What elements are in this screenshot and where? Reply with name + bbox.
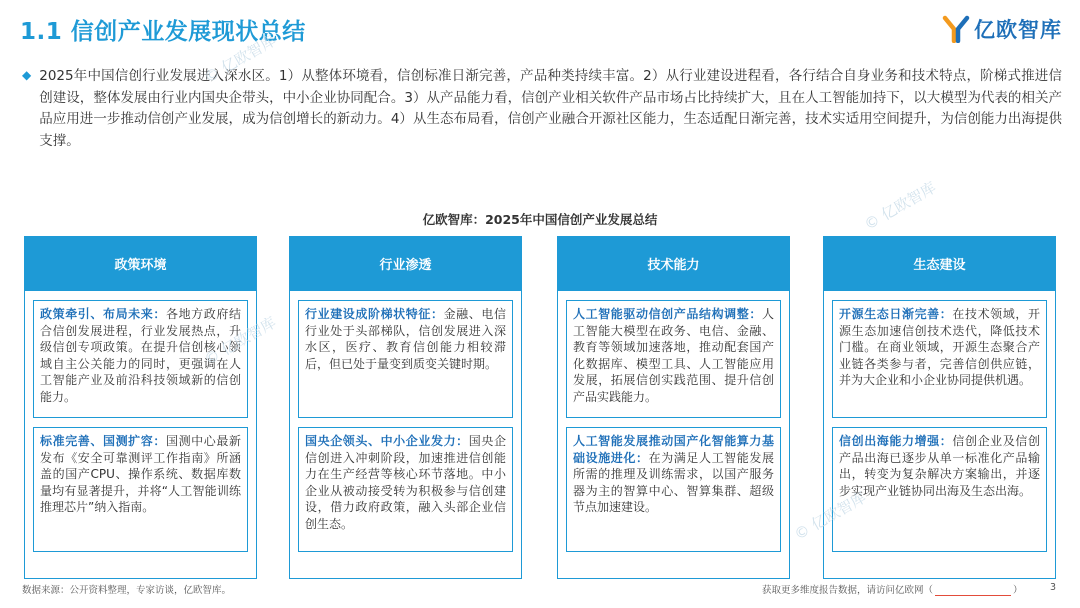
summary-card (566, 427, 781, 552)
card-keyword: 人工智能发展推动国产化智能算力基础设施进化： (573, 434, 774, 465)
summary-card (33, 427, 248, 552)
logo-mark-icon (942, 15, 970, 43)
diamond-bullet-icon: ◆ (22, 68, 32, 82)
summary-card (298, 427, 513, 552)
url-blank (935, 585, 1011, 596)
card-text: 各地方政府结合信创发展进程，行业发展热点，升级信创专项政策。在提升信创核心领域自主公关能力的同时，更强调在人工智能产业及前沿科技领域新的信创能力。 (40, 307, 241, 404)
card-text: 国央企信创进入冲刺阶段，加速推进信创能力在生产经营等核心环节落地。中小企业从被动接受转为积极参与信创建设，借力政府政策，融入头部企业信创生态。 (305, 434, 506, 531)
column-technology (557, 236, 790, 579)
watermark: © 亿欧智库 (201, 313, 280, 369)
column-header: 行业渗透 (289, 236, 522, 291)
column-industry (289, 236, 522, 579)
summary-card (298, 300, 513, 418)
source-note: 数据来源：公开资料整理，专家访谈，亿欧智库。 (22, 585, 232, 596)
card-text: 人工智能大模型在政务、电信、金融、教育等领域加速落地，推动配套国产化数据库、模型工具、人工智能应用发展，拓展信创实践范围、提升信创产品实践能力。 (573, 307, 774, 404)
column-body (823, 291, 1056, 579)
card-keyword: 标准完善、国测扩容： (40, 434, 166, 448)
watermark: © 亿欧智库 (791, 488, 870, 544)
summary-card (832, 427, 1047, 552)
column-policy (24, 236, 257, 579)
card-keyword: 开源生态日渐完善： (839, 307, 953, 321)
card-keyword: 政策牵引、布局未来： (40, 307, 166, 321)
column-body (557, 291, 790, 579)
footer-link-note (762, 582, 1023, 596)
card-keyword: 人工智能驱动信创产品结构调整： (573, 307, 762, 321)
summary-card (566, 300, 781, 418)
card-keyword: 行业建设成阶梯状特征： (305, 307, 444, 321)
intro-paragraph (22, 66, 1062, 152)
summary-card (832, 300, 1047, 418)
logo-text: 亿欧智库 (974, 18, 1062, 42)
footer-suffix: ） (1013, 585, 1023, 596)
watermark: © 亿欧智库 (861, 178, 940, 234)
card-text: 在技术领域，开源生态加速信创技术迭代，降低技术门槛。在商业领域，开源生态聚合产业链各类参与者，完善信创供应链，并为大企业和小企业协同提供机遇。 (839, 307, 1040, 387)
card-text: 金融、电信行业处于头部梯队，信创发展进入深水区，医疗、教育信创能力相较滞后，但已处于量变到质变关键时期。 (305, 307, 506, 371)
column-ecosystem (823, 236, 1056, 579)
column-header: 生态建设 (823, 236, 1056, 291)
footer-prefix: 获取更多维度报告数据，请访问亿欧网（ (762, 585, 934, 596)
column-body (289, 291, 522, 579)
column-header: 政策环境 (24, 236, 257, 291)
section-subtitle: 亿欧智库：2025年中国信创产业发展总结 (422, 212, 658, 227)
watermark: © 亿欧智库 (201, 31, 280, 87)
column-body (24, 291, 257, 579)
card-text: 国测中心最新发布《安全可靠测评工作指南》所涵盖的国产CPU、操作系统、数据库数量均有显著提升，并将“人工智能训练推理芯片”纳入指南。 (40, 434, 241, 514)
card-text: 信创企业及信创产品出海已逐步从单一标准化产品输出，转变为复杂解决方案输出，并逐步实现产业链协同出海及生态出海。 (839, 434, 1040, 498)
page-number: 3 (1050, 582, 1057, 593)
card-text: 在为满足人工智能发展所需的推理及训练需求，以国产服务器为主的智算中心、智算集群、超级节点加速建设。 (573, 450, 774, 514)
column-header: 技术能力 (557, 236, 790, 291)
card-keyword: 国央企领头、中小企业发力： (305, 434, 469, 448)
intro-text: 2025年中国信创行业发展进入深水区。1）从整体环境看，信创标准日渐完善，产品种类持续丰富。2）从行业建设进程看，各行结合自身业务和技术特点，阶梯式推进信创建设，整体发展由行业内国央企带头，中小企业协同配合。3）从产品能力看，信创产业相关软件产品市场占比持续扩大，且在人工智能加持下，以大模型为代表的相关产品应用进一步推动信创产业发展，成为信创增长的新动力。4）从生态布局看，信创产业融合开源社区能力，生态适配日渐完善，技术实适用空间提升，为信创能力出海提供支撑。 (39, 68, 1062, 149)
card-keyword: 信创出海能力增强： (839, 434, 953, 448)
brand-logo (942, 14, 1062, 44)
page-title: 1.1 信创产业发展现状总结 (20, 19, 306, 45)
